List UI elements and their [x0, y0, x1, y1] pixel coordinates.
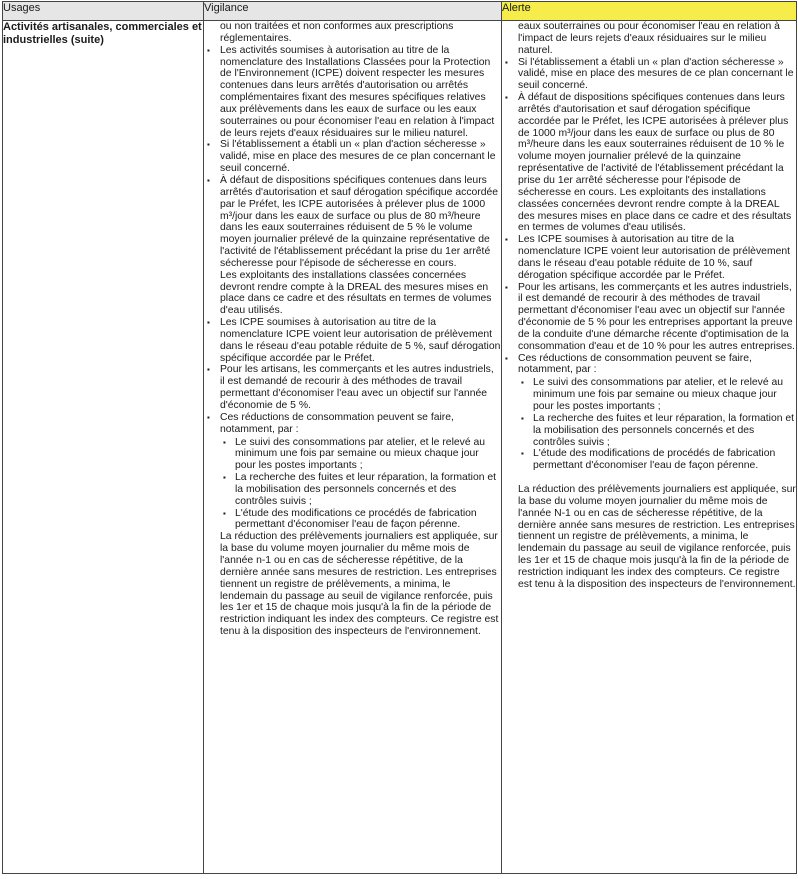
header-usages: Usages: [3, 2, 204, 21]
vigilance-cell: [204, 21, 502, 874]
vigilance-sublist: [220, 437, 501, 532]
sublist-item: ▪ La recherche des fuites et leur réparation, la formation et la mobilisation des personnels concernés et des contrôles suivis ;: [518, 413, 796, 449]
table-header-row: [3, 2, 797, 21]
list-item: ▪ À défaut de dispositions spécifiques contenues dans leurs arrêtés d'autorisation et sauf dérogation spécifique accordée par le Préfet, les ICPE autorisées à prélever plus de 1000 m³/jour dans les eaux de surface ou plus de 80 m³/heure dans les eaux souterraines réduisent de 5 % le volume moyen journalier prélevé de la quinzaine représentative de l'activité de l'établissement précédant la prise du 1er arrêté sécheresse pour l'épisode de sécheresse en cours.: [204, 175, 501, 270]
list-item: ▪ Si l'établissement a établi un « plan d'action sécheresse » validé, mise en place des mesures de ce plan concernant le seuil concerné.: [204, 139, 501, 175]
sublist-item: ▪ L'étude des modifications ce procédés de fabrication permettant d'économiser l'eau de façon pérenne.: [220, 508, 501, 532]
list-item: ou non traitées et non conformes aux prescriptions réglementaires.: [220, 21, 454, 44]
sublist-item: ▪ La recherche des fuites et leur réparation, la formation et la mobilisation des personnels concernés et des contrôles suivis ;: [220, 472, 501, 508]
header-alerte: Alerte: [502, 2, 797, 21]
list-item: ▪ Les ICPE soumises à autorisation au titre de la nomenclature ICPE voient leur autorisation de prélèvement dans le réseau d'eau potable réduite de 10 %, sauf dérogation spécifique accordée par le Préfet.: [502, 234, 796, 281]
list-item: ▪ Si l'établissement a établi un « plan d'action sécheresse » validé, mise en place des mesures de ce plan concernant le seuil concerné.: [502, 57, 796, 93]
list-item-text: Ces réductions de consommation peuvent se faire, notamment, par :: [518, 352, 752, 376]
list-item: eaux souterraines ou pour économiser l'eau en relation à l'impact de leurs rejets d'eaux résiduaires sur le milieu naturel.: [518, 21, 780, 56]
sublist-item: ▪ Le suivi des consommations par atelier, et le relevé au minimum une fois par semaine ou mieux chaque jour pour les postes importants ;: [518, 377, 796, 413]
list-item: ▪ À défaut de dispositions spécifiques contenues dans leurs arrêtés d'autorisation et sauf dérogation spécifique accordée par le Préfet, les ICPE autorisées à prélever plus de 1000 m³/jour dans les eaux de surface ou plus de 80 m³/heure dans les eaux souterraines réduisent de 10 % le volume moyen journalier prélevé de la quinzaine représentative de l'activité de l'établissement précédant la prise du 1er arrêté sécheresse pour l'épisode de sécheresse en cours. Les exploitants des installations classées concernées devront rendre compte à la DREAL des mesures mises en place dans ce cadre et des résultats en termes de volumes d'eau utilisés.: [502, 92, 796, 234]
usage-label: Activités artisanales, commerciales et industrielles (suite): [3, 21, 204, 874]
list-item: [204, 412, 501, 531]
list-item: ▪ Les activités soumises à autorisation au titre de la nomenclature des Installations Classées pour la Protection de l'Environnement (ICPE) doivent respecter les mesures contenues dans leurs arrêtés d'autorisation ou arrêtés complémentaires fixant des mesures spécifiques relatives aux prélèvements dans les eaux de surface ou les eaux souterraines ou pour économiser l'eau en relation à l'impact de leurs rejets d'eaux résiduaires sur le milieu naturel.: [204, 45, 501, 140]
list-item: ▪ Pour les artisans, les commerçants et les autres industriels, il est demandé de recourir à des méthodes de travail permettant d'économiser l'eau avec un objectif sur l'année d'économie de 5 %.: [204, 364, 501, 411]
table-row: [3, 21, 797, 874]
vigilance-closing: La réduction des prélèvements journaliers est appliquée, sur la base du volume moyen journalier du même mois de l'année n-1 ou en cas de sécheresse répétitive, de la dernière année sans mesures de restriction. Les entreprises tiennent un registre de prélèvements, a minima, le lendemain du passage au seuil de vigilance renforcée, puis les 1er et 15 de chaque mois jusqu'à la fin de la période de restriction indiquant les index des compteurs. Ce registre est tenu à la disposition des inspecteurs de l'environnement.: [220, 531, 499, 638]
vigilance-list: [204, 21, 501, 531]
alerte-sublist: [518, 377, 796, 472]
alerte-cell: [502, 21, 797, 874]
restriction-table: [2, 1, 797, 874]
list-item: [502, 353, 796, 472]
sublist-item: ▪ Le suivi des consommations par atelier, et le relevé au minimum une fois par semaine ou mieux chaque jour pour les postes importants ;: [220, 437, 501, 473]
list-item-text: Ces réductions de consommation peuvent se faire, notamment, par :: [220, 411, 454, 435]
alerte-closing: La réduction des prélèvements journaliers est appliquée, sur la base du volume moyen journalier du même mois de l'année N-1 ou en cas de sécheresse répétitive, de la dernière année sans mesures de restriction. Les entreprises tiennent un registre de prélèvements, a minima, le lendemain du passage au seuil de vigilance renforcée, puis les 1er et 15 de chaque mois jusqu'à la fin de la période de restriction indiquant les index des compteurs. Ce registre est tenu à la disposition des inspecteurs de l'environnement.: [518, 484, 796, 590]
list-item: ▪ Les ICPE soumises à autorisation au titre de la nomenclature ICPE voient leur autorisation de prélèvement dans le réseau d'eau potable réduite de 5 %, sauf dérogation spécifique accordée par le Préfet.: [204, 317, 501, 364]
alerte-list: [502, 21, 796, 472]
list-item: Les exploitants des installations classées concernées devront rendre compte à la DREAL des mesures mises en place dans ce cadre et des résultats en termes de volumes d'eau utilisés.: [220, 269, 492, 317]
list-item: ▪ Pour les artisans, les commerçants et les autres industriels, il est demandé de recourir à des méthodes de travail permettant d'économiser l'eau avec un objectif sur l'année d'économie de 5 % pour les entreprises apportant la preuve de la conduite d'une démarche récente d'optimisation de la consommation d'eau et de 10 % pour les autres entreprises.: [502, 282, 796, 353]
sublist-item: ▪ L'étude des modifications de procédés de fabrication permettant d'économiser l'eau de façon pérenne.: [518, 448, 796, 472]
header-vigilance: Vigilance: [204, 2, 502, 21]
spacer: [502, 472, 796, 484]
